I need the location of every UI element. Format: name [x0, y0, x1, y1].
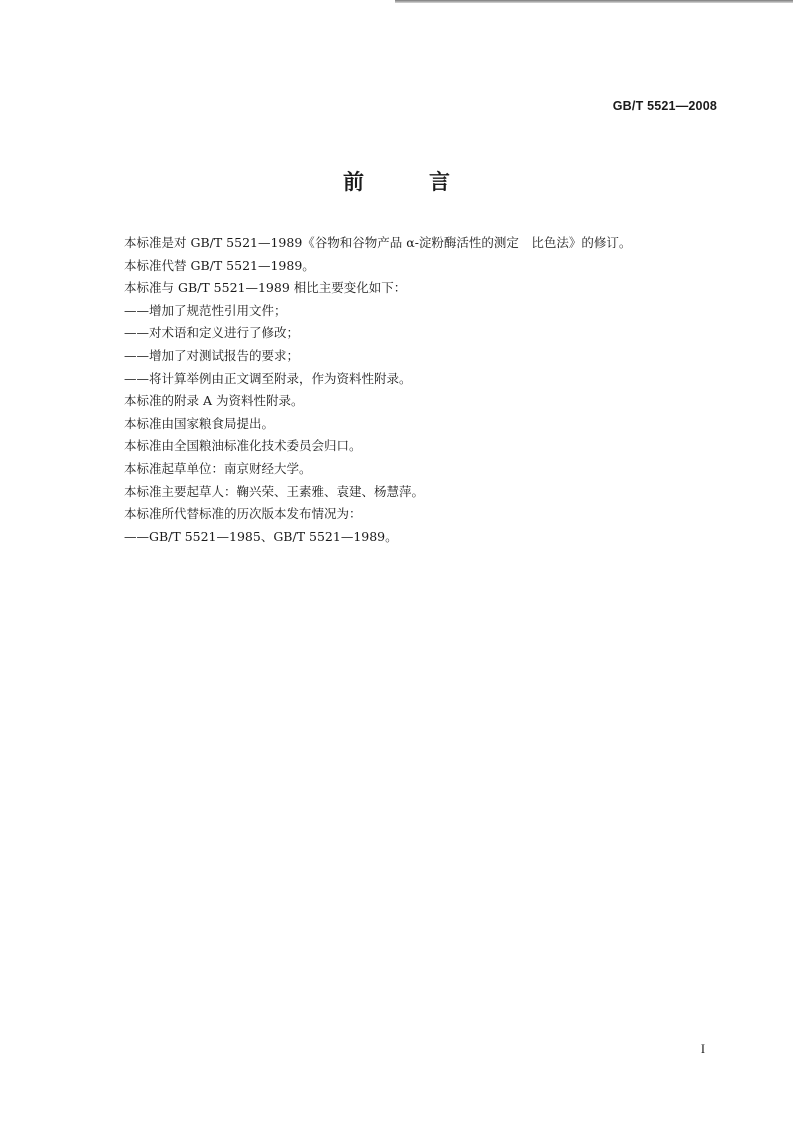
scan-edge-line: [395, 0, 793, 3]
body-line: ——增加了对测试报告的要求；: [124, 347, 300, 363]
body-line: 本标准起草单位：南京财经大学。: [124, 460, 312, 476]
body-line: 本标准代替 GB/T 5521—1989。: [124, 257, 315, 273]
body-line: ——GB/T 5521—1985、GB/T 5521—1989。: [124, 528, 398, 544]
body-line: 本标准主要起草人：鞠兴荣、王素雅、袁建、杨慧萍。: [124, 483, 425, 499]
body-line: 本标准由全国粮油标准化技术委员会归口。: [124, 438, 362, 454]
body-line: 本标准是对 GB/T 5521—1989《谷物和谷物产品 α-淀粉酶活性的测定 比色法》的修订。: [124, 235, 632, 250]
foreword-body: [124, 232, 724, 548]
body-line: 本标准由国家粮食局提出。: [124, 415, 275, 431]
body-line: ——增加了规范性引用文件；: [124, 302, 287, 318]
body-line: ——将计算举例由正文调至附录，作为资料性附录。: [124, 370, 412, 386]
standard-number: GB/T 5521—2008: [612, 99, 717, 113]
body-line: ——对术语和定义进行了修改；: [124, 325, 300, 341]
body-line: 本标准所代替标准的历次版本发布情况为：: [124, 506, 362, 522]
page-number: I: [700, 1042, 705, 1056]
page-title: 前 言: [343, 170, 472, 194]
body-line: 本标准与 GB/T 5521—1989 相比主要变化如下：: [124, 280, 407, 296]
body-line: 本标准的附录 A 为资料性附录。: [124, 393, 304, 409]
